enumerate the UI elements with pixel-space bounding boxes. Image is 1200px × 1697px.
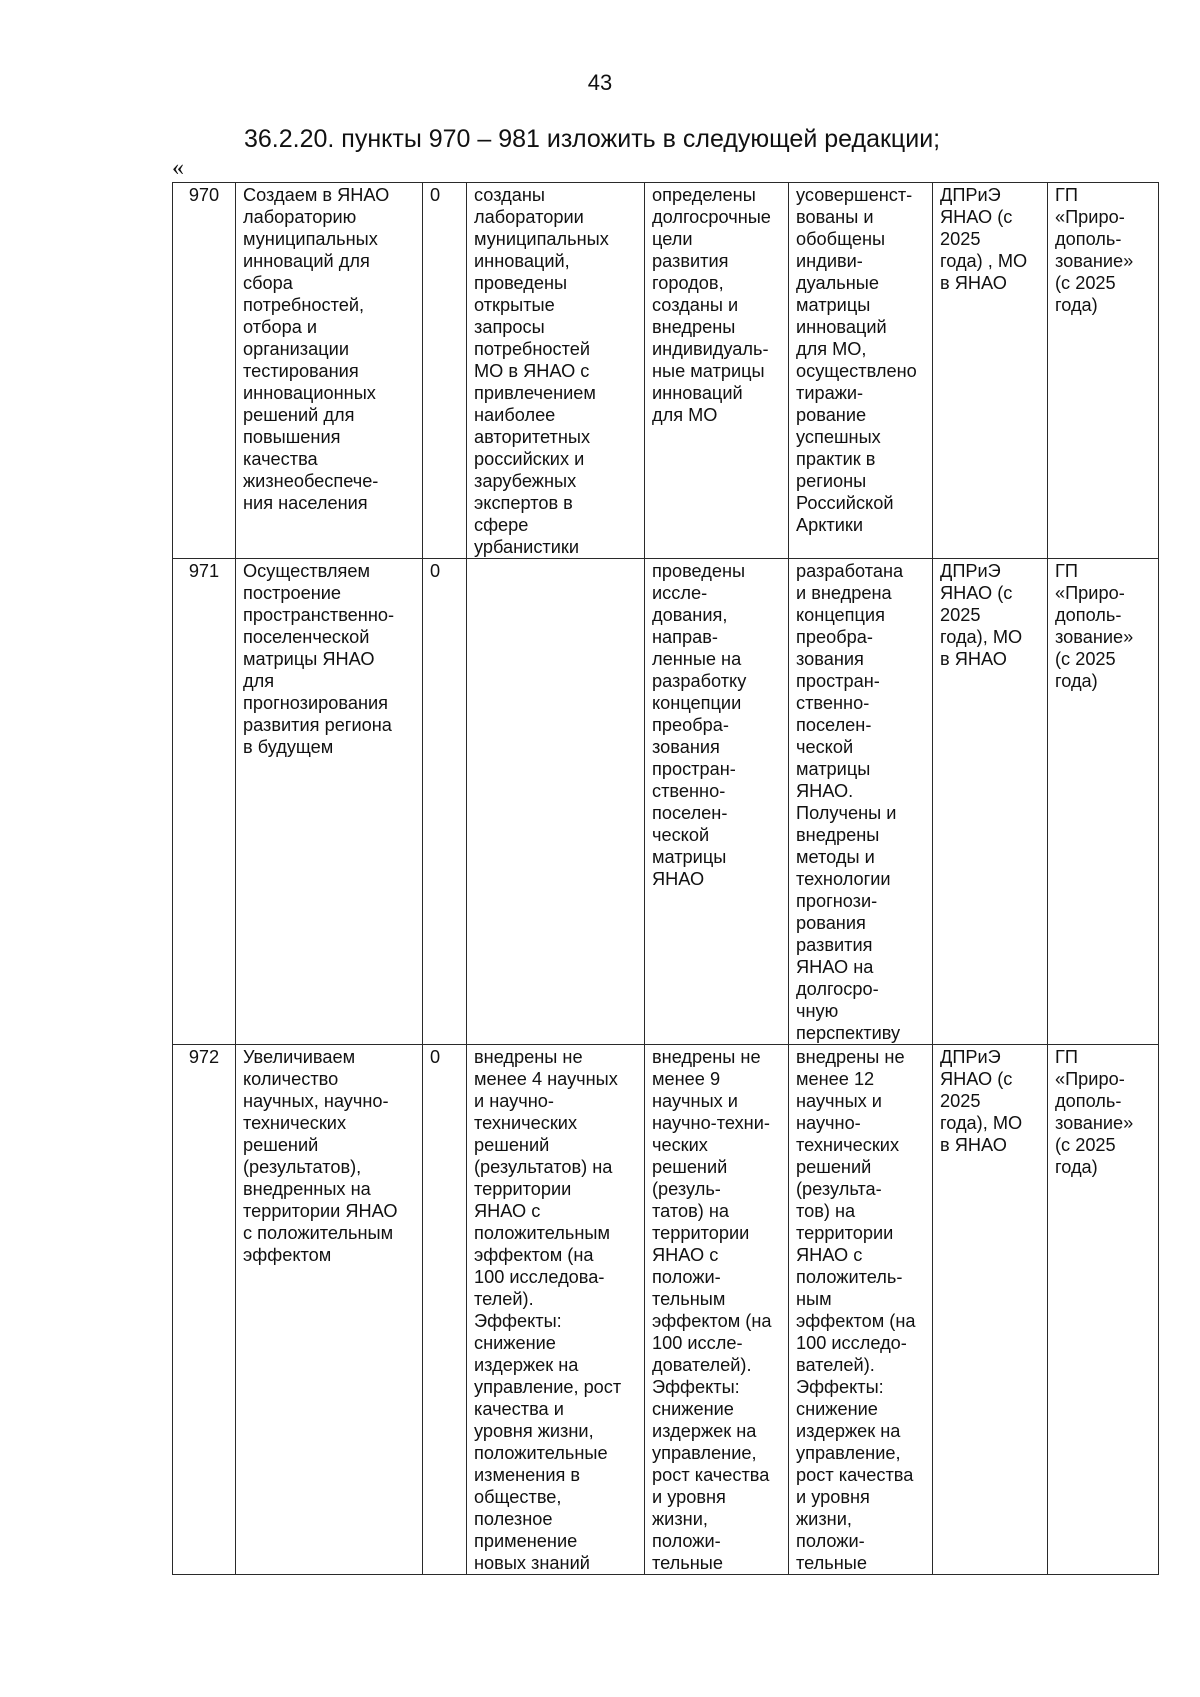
table-row <box>173 1045 1159 1575</box>
page-number: 43 <box>587 70 613 95</box>
result-stage-1-cell: созданы лаборатории муниципальных инноваций, проведены открытые запросы потребностей МО в ЯНАО с привлечением наиболее авторитетных российских и зарубежных экспертов в сфере урбанистики <box>467 183 645 559</box>
row-number-cell: 971 <box>173 559 236 1045</box>
responsible-cell: ДПРиЭ ЯНАО (с 2025 года) , МО в ЯНАО <box>933 183 1048 559</box>
program-cell: ГП «Приро- дополь- зование» (с 2025 года) <box>1048 559 1159 1045</box>
table-row <box>173 559 1159 1045</box>
result-stage-3-cell: внедрены не менее 12 научных и научно- технических решений (результа- тов) на территории ЯНАО с положитель- ным эффектом (на 100 исследо- вателей). Эффекты: снижение издержек на управление, рост качества и уровня жизни, положи- тельные <box>789 1045 933 1575</box>
value-cell: 0 <box>423 559 467 1045</box>
result-stage-2-cell: проведены иссле- дования, направ- ленные на разработку концепции преобра- зования простран- ственно- поселен- ческой матрицы ЯНАО <box>645 559 789 1045</box>
value-cell: 0 <box>423 1045 467 1575</box>
responsible-cell: ДПРиЭ ЯНАО (с 2025 года), МО в ЯНАО <box>933 1045 1048 1575</box>
row-number-cell: 972 <box>173 1045 236 1575</box>
table-row <box>173 183 1159 559</box>
value-cell: 0 <box>423 183 467 559</box>
result-stage-2-cell: внедрены не менее 9 научных и научно-техни- ческих решений (резуль- татов) на территории ЯНАО с положи- тельным эффектом (на 100 иссле- дователей). Эффекты: снижение издержек на управление, рост качества и уровня жизни, положи- тельные <box>645 1045 789 1575</box>
opening-quote-mark: « <box>172 155 184 181</box>
activity-cell: Осуществляем построение пространственно- поселенческой матрицы ЯНАО для прогнозирования развития региона в будущем <box>236 559 423 1045</box>
result-stage-1-cell <box>467 559 645 1045</box>
responsible-cell: ДПРиЭ ЯНАО (с 2025 года), МО в ЯНАО <box>933 559 1048 1045</box>
amendment-table <box>172 182 1159 1575</box>
program-cell: ГП «Приро- дополь- зование» (с 2025 года) <box>1048 183 1159 559</box>
result-stage-3-cell: разработана и внедрена концепция преобра- зования простран- ственно- поселен- ческой матрицы ЯНАО. Получены и внедрены методы и технологии прогнози- рования развития ЯНАО на долгосро- чную перспективу <box>789 559 933 1045</box>
result-stage-3-cell: усовершенст- вованы и обобщены индиви- дуальные матрицы инноваций для МО, осуществлено тиражи- рование успешных практик в регионы Российской Арктики <box>789 183 933 559</box>
program-cell: ГП «Приро- дополь- зование» (с 2025 года) <box>1048 1045 1159 1575</box>
result-stage-1-cell: внедрены не менее 4 научных и научно- технических решений (результатов) на территории ЯНАО с положительным эффектом (на 100 исследова- телей). Эффекты: снижение издержек на управление, рост качества и уровня жизни, положительные изменения в обществе, полезное применение новых знаний <box>467 1045 645 1575</box>
activity-cell: Создаем в ЯНАО лабораторию муниципальных инноваций для сбора потребностей, отбора и организации тестирования инновационных решений для повышения качества жизнеобеспече- ния населения <box>236 183 423 559</box>
activity-cell: Увеличиваем количество научных, научно- технических решений (результатов), внедренных на территории ЯНАО с положительным эффектом <box>236 1045 423 1575</box>
result-stage-2-cell: определены долгосрочные цели развития городов, созданы и внедрены индивидуаль- ные матрицы инноваций для МО <box>645 183 789 559</box>
row-number-cell: 970 <box>173 183 236 559</box>
amendment-heading: 36.2.20. пункты 970 – 981 изложить в следующей редакции; <box>244 125 941 153</box>
